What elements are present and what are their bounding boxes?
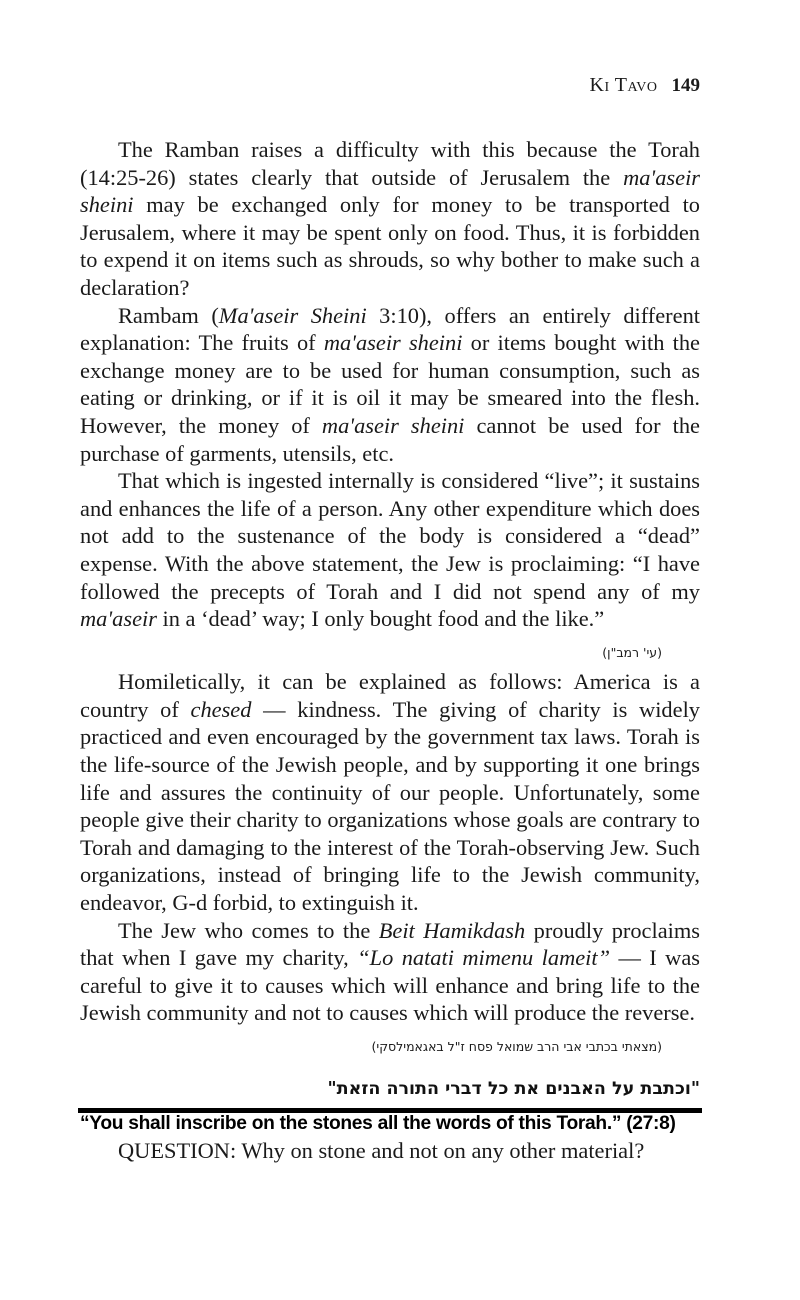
text-run: — kindness. The giving of charity is widely practiced and even encouraged by the government tax laws. Torah is the life-source of the Jewish people, and by supporting it one brings life and assures the continuity of our people. Unfortunately, some people give their charity to organizations whose goals are contrary to Torah and damaging to the interest of the Torah-observing Jew. Such organizations, instead of bringing life to the Jewish community, endeavor, G-d forbid, to extinguish it. <box>80 696 700 916</box>
italic-term: ma'aseir <box>80 606 157 632</box>
text-run: may be exchanged only for money to be transported to Jerusalem, where it may be spent only on food. Thus, it is forbidden to expend it on items such as shrouds, so why bother to make such a declaration? <box>80 192 700 300</box>
hebrew-verse-heading: "וכתבת על האבנים את כל דברי התורה הזאת" <box>327 1079 700 1099</box>
italic-term: Ma'aseir Sheini <box>218 302 367 328</box>
italic-term: ma'aseir sheini <box>321 412 465 438</box>
italic-term: ma'aseir sheini <box>323 330 463 356</box>
paragraph-rambam-explanation <box>80 302 700 468</box>
italic-term: Beit Hamikdash <box>378 917 526 943</box>
hebrew-source-citation: (עי' רמב"ן) <box>602 644 662 660</box>
text-run: The Ramban raises a difficulty with this because the Torah (14:25-26) states clearly that outside of Jerusalem the <box>80 137 700 190</box>
text-run: Rambam ( <box>118 302 219 328</box>
text-run: Homiletically, it can be explained as follows: America is a country of <box>80 669 700 722</box>
text-run: in a ‘dead’ way; I only bought food and the like.” <box>156 606 605 632</box>
hebrew-source-citation: (מצאתי בכתבי אבי הרב שמואל פסח ז"ל באגאמילסקי) <box>371 1039 662 1054</box>
italic-term: ma'aseir sheini <box>80 164 700 218</box>
text-run: — I was careful to give it to causes which will enhance and bring life to the Jewish community and not to causes which will produce the reverse. <box>80 945 700 1026</box>
running-head-title: Ki Tavo <box>589 74 658 96</box>
paragraph-homiletic <box>80 668 700 916</box>
running-head <box>590 74 701 97</box>
italic-term: chesed <box>190 696 252 722</box>
text-run: or items bought with the exchange money are to be used for human consumption, such as eating or drinking, or if it is oil it may be smeared into the flesh. However, the money of <box>80 330 700 438</box>
text-run: 3:10), offers an entirely different explanation: The fruits of <box>80 302 700 356</box>
paragraph-beit-hamikdash <box>80 917 700 1063</box>
body-text <box>80 136 700 1063</box>
paragraph-live-dead <box>80 467 700 668</box>
italic-term: “Lo natati mimenu lameit” <box>357 945 611 971</box>
text-run: That which is ingested internally is considered “live”; it sustains and enhances the life of a person. Any other expenditure which does not add to the sustenance of the body is considered a “dead” expense. With the above statement, the Jew is proclaiming: “I have followed the precepts of Torah and I did not spend any of my <box>80 468 700 604</box>
english-verse-heading: “You shall inscribe on the stones all the words of this Torah.” (27:8) <box>80 1113 676 1134</box>
page-number: 149 <box>671 75 700 96</box>
paragraph-ramban-difficulty <box>80 136 700 302</box>
text-run: The Jew who comes to the <box>118 917 379 943</box>
question-text: QUESTION: Why on stone and not on any other material? <box>118 1138 645 1163</box>
text-run: cannot be used for the purchase of garments, utensils, etc. <box>80 412 700 466</box>
text-run: proudly proclaims that when I gave my charity, <box>80 917 700 971</box>
